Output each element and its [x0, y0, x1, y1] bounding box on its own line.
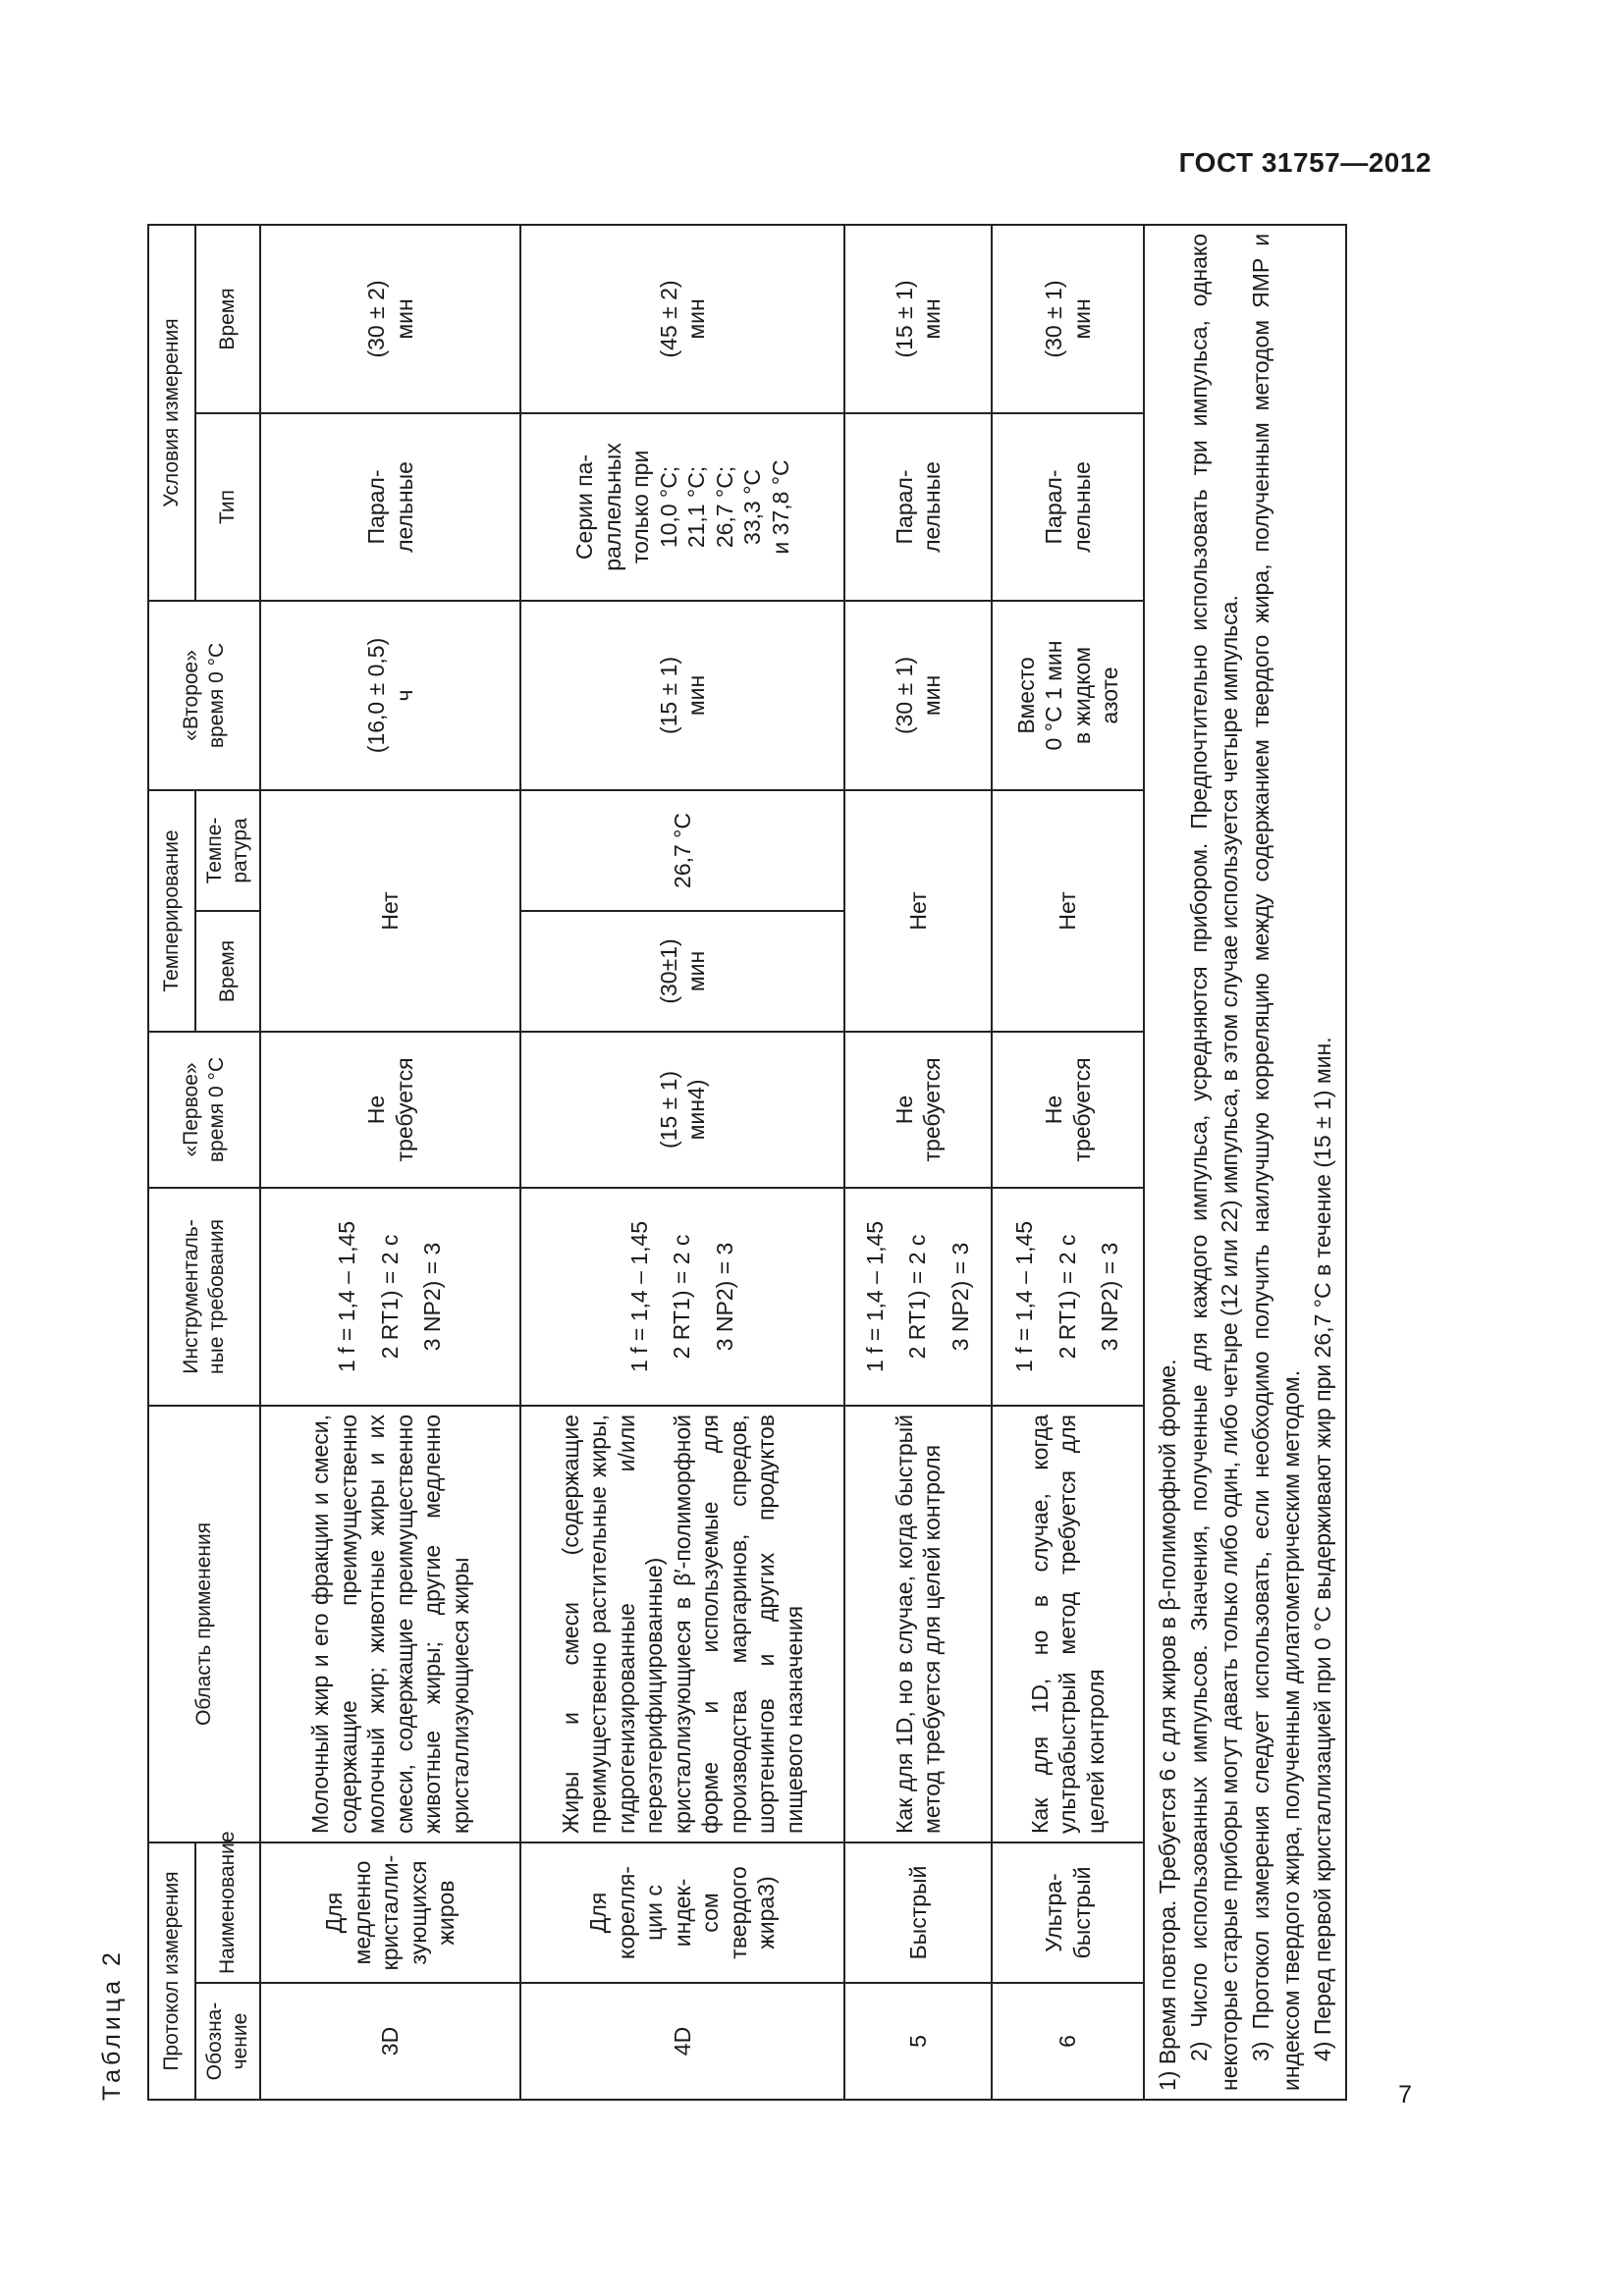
cell-second-time: (30 ± 1) мин: [844, 601, 992, 790]
cell-name: Для медленно кристалли- зующихся жиров: [260, 1842, 520, 1983]
col-header-condition-type: Тип: [195, 413, 260, 601]
cell-tempering: Нет: [844, 790, 992, 1032]
requirement-line: 2 RT1) = 2 с: [376, 1234, 403, 1360]
cell-instrument-requirements: [992, 1188, 1144, 1406]
requirement-line: 1 f = 1,4 – 1,45: [1011, 1220, 1038, 1373]
col-header-designation: Обозна- чение: [195, 1983, 260, 2100]
table-landscape-container: [98, 226, 1335, 2101]
cell-condition-type: Парал- лельные: [992, 413, 1144, 601]
group-header-tempering: Темперирование: [148, 790, 195, 1032]
table-row: [992, 225, 1144, 2100]
cell-name: Ультра- быстрый: [992, 1842, 1144, 1983]
group-header-conditions: Условия измерения: [148, 225, 195, 601]
col-header-condition-time: Время: [195, 225, 260, 413]
table-label: Таблица 2: [98, 1949, 126, 2101]
requirement-line: 3 NP2) = 3: [711, 1242, 737, 1352]
col-header-instrument: Инструменталь- ные требования: [148, 1188, 260, 1406]
cell-second-time: (16,0 ± 0,5) ч: [260, 601, 520, 790]
requirement-line: 2 RT1) = 2 с: [1054, 1234, 1080, 1360]
cell-scope: Молочный жир и его фракции и смеси, содержащие преимущественно молочный жир; животные жиры и их смеси, содержащие преимущественно животные жиры; другие медленно кристаллизующиеся жиры: [260, 1406, 520, 1842]
footnote: 1) Время повтора. Требуется 6 с для жиров в β-полиморфной форме.: [1155, 1359, 1181, 2091]
cell-condition-type: Парал- лельные: [260, 413, 520, 601]
cell-second-time: (15 ± 1) мин: [520, 601, 844, 790]
cell-scope: Как для 1D, но в случае, когда ультрабыстрый метод требуется для целей контроля: [992, 1406, 1144, 1842]
cell-name: Для корелля- ции с индек- сом твердого жира3): [520, 1842, 844, 1983]
cell-designation: 6: [992, 1983, 1144, 2100]
requirement-line: 1 f = 1,4 – 1,45: [625, 1220, 652, 1373]
footnote: 3) Протокол измерения следует использовать, если необходимо получить наилучшую корреляцию между содержанием твердого жира, полученным методом ЯМР и индексом твердого жира, полученным дилатометрическим методом.: [1248, 233, 1304, 2091]
cell-first-time: (15 ± 1) мин4): [520, 1032, 844, 1188]
cell-second-time: Вместо 0 °С 1 мин в жидком азоте: [992, 601, 1144, 790]
col-header-name: Наименование: [195, 1842, 260, 1983]
requirement-line: 3 NP2) = 3: [1097, 1242, 1123, 1352]
cell-tempering-time: (30±1) мин: [520, 911, 844, 1032]
cell-first-time: Не требуется: [992, 1032, 1144, 1188]
table-footnotes: [1144, 225, 1346, 2100]
cell-instrument-requirements: [260, 1188, 520, 1406]
cell-first-time: Не требуется: [260, 1032, 520, 1188]
cell-instrument-requirements: [520, 1188, 844, 1406]
requirement-line: 3 NP2) = 3: [419, 1242, 446, 1352]
cell-instrument-requirements: [844, 1188, 992, 1406]
cell-tempering: Нет: [260, 790, 520, 1032]
col-header-second-time: «Второе» время 0 °С: [148, 601, 260, 790]
requirement-line: 3 NP2) = 3: [947, 1242, 973, 1352]
cell-designation: 3D: [260, 1983, 520, 2100]
cell-tempering: Нет: [992, 790, 1144, 1032]
group-header-row: [148, 225, 195, 2100]
cell-condition-type: Парал- лельные: [844, 413, 992, 601]
col-header-scope: Область применения: [148, 1406, 260, 1842]
cell-scope: Как для 1D, но в случае, когда быстрый метод требуется для целей контроля: [844, 1406, 992, 1842]
notes-row: [1144, 225, 1346, 2100]
cell-scope: Жиры и смеси (содержащие преимущественно растительные жиры, гидрогенизированные и/или переэтерифицированные) кристаллизующиеся в β′-полиморфной форме и используемые для производства маргаринов, спредов, шортенингов и других продуктов пищевого назначения: [520, 1406, 844, 1842]
col-header-tempering-temperature: Темпе- ратура: [195, 790, 260, 911]
col-header-first-time: «Первое» время 0 °С: [148, 1032, 260, 1188]
requirement-line: 1 f = 1,4 – 1,45: [334, 1220, 360, 1373]
cell-condition-time: (30 ± 1) мин: [992, 225, 1144, 413]
rotated-table-block: [98, 226, 1335, 2101]
cell-name: Быстрый: [844, 1842, 992, 1983]
cell-designation: 4D: [520, 1983, 844, 2100]
cell-first-time: Не требуется: [844, 1032, 992, 1188]
cell-condition-time: (45 ± 2) мин: [520, 225, 844, 413]
col-header-tempering-time: Время: [195, 911, 260, 1032]
cell-condition-time: (30 ± 2) мин: [260, 225, 520, 413]
cell-condition-time: (15 ± 1) мин: [844, 225, 992, 413]
cell-tempering-temperature: 26,7 °С: [520, 790, 844, 911]
footnote: 2) Число использованных импульсов. Значения, полученные для каждого импульса, усредняются прибором. Предпочтительно использовать три импульса, однако некоторые старые приборы могут давать только либо один, либо четыре (12 или 22) импульса, в этом случае используется четыре импульса.: [1186, 233, 1242, 2091]
requirement-line: 2 RT1) = 2 с: [669, 1234, 695, 1360]
requirement-line: 1 f = 1,4 – 1,45: [861, 1220, 888, 1373]
table-row: [844, 225, 992, 2100]
measurement-protocols-table: [147, 224, 1347, 2101]
table-row: [260, 225, 520, 2100]
document-code: ГОСТ 31757—2012: [1178, 147, 1432, 178]
footnote: 4) Перед первой кристаллизацией при 0 °С выдерживают жир при 26,7 °С в течение (15 ± 1) мин.: [1309, 1037, 1335, 2061]
group-header-protocol: Протокол измерения: [148, 1842, 195, 2100]
table-row: [520, 225, 844, 2100]
cell-designation: 5: [844, 1983, 992, 2100]
cell-condition-type: Серии па- раллельных только при 10,0 °С; 21,1 °С; 26,7 °С; 33,3 °С и 37,8 °С: [520, 413, 844, 601]
page-number: 7: [1398, 2081, 1412, 2109]
requirement-line: 2 RT1) = 2 с: [904, 1234, 931, 1360]
